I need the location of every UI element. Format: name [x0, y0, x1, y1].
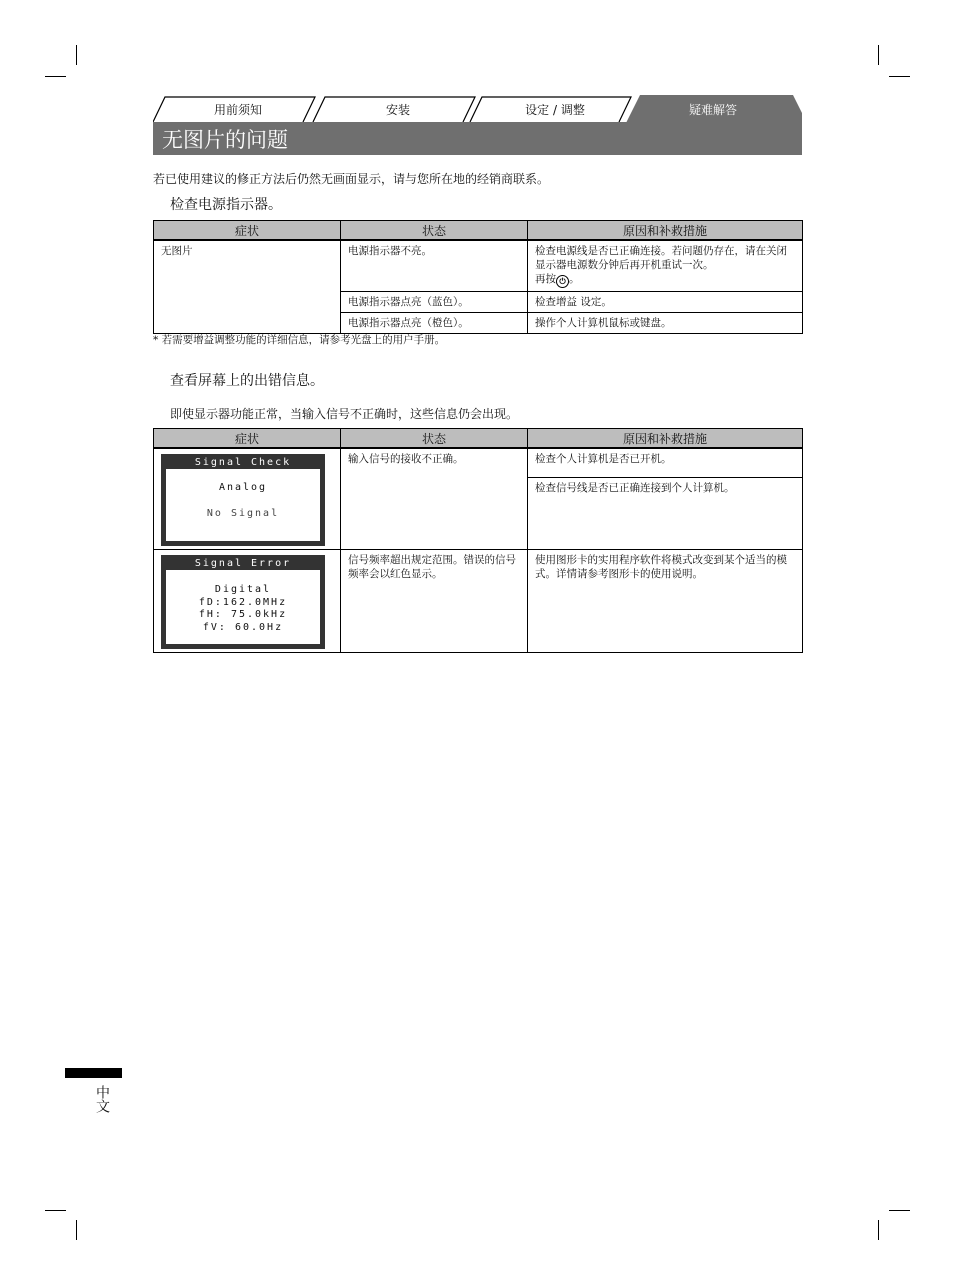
status-cell: 电源指示器点亮（橙色）。: [341, 313, 528, 334]
remedy-cell: 使用图形卡的实用程序软件将模式改变到某个适当的模式。详情请参考图形卡的使用说明。: [528, 550, 803, 653]
osd-line: Analog: [218, 482, 268, 493]
tab-settings[interactable]: 设定 / 调整: [525, 103, 585, 117]
remedy-cell: [528, 240, 803, 292]
table-row: [154, 550, 803, 653]
status-cell: 电源指示器不亮。: [341, 240, 528, 292]
language-marker: [65, 1068, 122, 1078]
table-row: [154, 240, 803, 292]
crop-mark: [889, 1210, 910, 1211]
remedy-text-end: 。: [569, 273, 580, 285]
osd-title: Signal Check: [164, 457, 322, 469]
header-remedy: 原因和补救措施: [528, 221, 803, 241]
crop-mark: [878, 1220, 879, 1240]
status-cell: 信号频率超出规定范围。错误的信号频率会以红色显示。: [341, 550, 528, 653]
intro-text: 若已使用建议的修正方法后仍然无画面显示，请与您所在地的经销商联系。: [153, 172, 550, 186]
section2-heading: 查看屏幕上的出错信息。: [170, 373, 324, 389]
crop-mark: [76, 45, 77, 65]
remedy-cell: 检查增益 设定。: [528, 292, 803, 313]
osd-cell: [154, 448, 341, 550]
crop-mark: [45, 1210, 66, 1211]
symptom-cell: 无图片: [154, 240, 341, 334]
remedy-text: 检查电源线是否已正确连接。若问题仍存在，请在关闭显示器电源数分钟后再开机重试一次。: [535, 245, 787, 271]
tab-installation[interactable]: 安装: [385, 103, 410, 117]
header-symptom: 症状: [154, 221, 341, 241]
status-cell: 输入信号的接收不正确。: [341, 448, 528, 550]
remedy-text-tail: 再按: [535, 273, 556, 285]
remedy-cell: 检查信号线是否已正确连接到个人计算机。: [528, 477, 803, 549]
power-icon: ⏻: [556, 275, 569, 288]
osd-line: fD:162.0MHz: [198, 596, 288, 608]
osd-title: Signal Error: [164, 558, 322, 570]
page-title: 无图片的问题: [162, 128, 288, 152]
header-remedy: 原因和补救措施: [528, 429, 803, 449]
table-row: [154, 448, 803, 477]
section2-note: 即使显示器功能正常，当输入信号不正确时，这些信息仍会出现。: [170, 407, 519, 421]
header-symptom: 症状: [154, 429, 341, 449]
crop-mark: [889, 76, 910, 77]
header-status: 状态: [341, 221, 528, 241]
error-message-table: [153, 428, 803, 653]
status-cell: 电源指示器点亮（蓝色）。: [341, 292, 528, 313]
osd-line: No Signal: [206, 508, 280, 519]
remedy-cell: 检查个人计算机是否已开机。: [528, 448, 803, 477]
crop-mark: [45, 76, 66, 77]
osd-body: [164, 469, 322, 543]
title-bar: [153, 122, 802, 155]
remedy-cell: 操作个人计算机鼠标或键盘。: [528, 313, 803, 334]
footnote: * 若需要增益调整功能的详细信息，请参考光盘上的用户手册。: [153, 334, 446, 346]
language-label: 中文: [94, 1085, 110, 1113]
crop-mark: [76, 1220, 77, 1240]
osd-signal-check: [161, 454, 325, 546]
crop-mark: [878, 45, 879, 65]
power-indicator-table: [153, 220, 803, 334]
tab-before-use[interactable]: 用前须知: [213, 103, 262, 117]
header-status: 状态: [341, 429, 528, 449]
chapter-tabs: [153, 95, 802, 123]
osd-signal-error: [161, 555, 325, 649]
osd-line: fV: 60.0Hz: [202, 621, 284, 633]
osd-line: Digital: [214, 584, 272, 595]
osd-line: fH: 75.0kHz: [198, 609, 288, 620]
tab-troubleshooting[interactable]: 疑难解答: [688, 103, 737, 117]
section1-heading: 检查电源指示器。: [170, 197, 282, 213]
osd-body: [164, 570, 322, 646]
osd-cell: [154, 550, 341, 653]
